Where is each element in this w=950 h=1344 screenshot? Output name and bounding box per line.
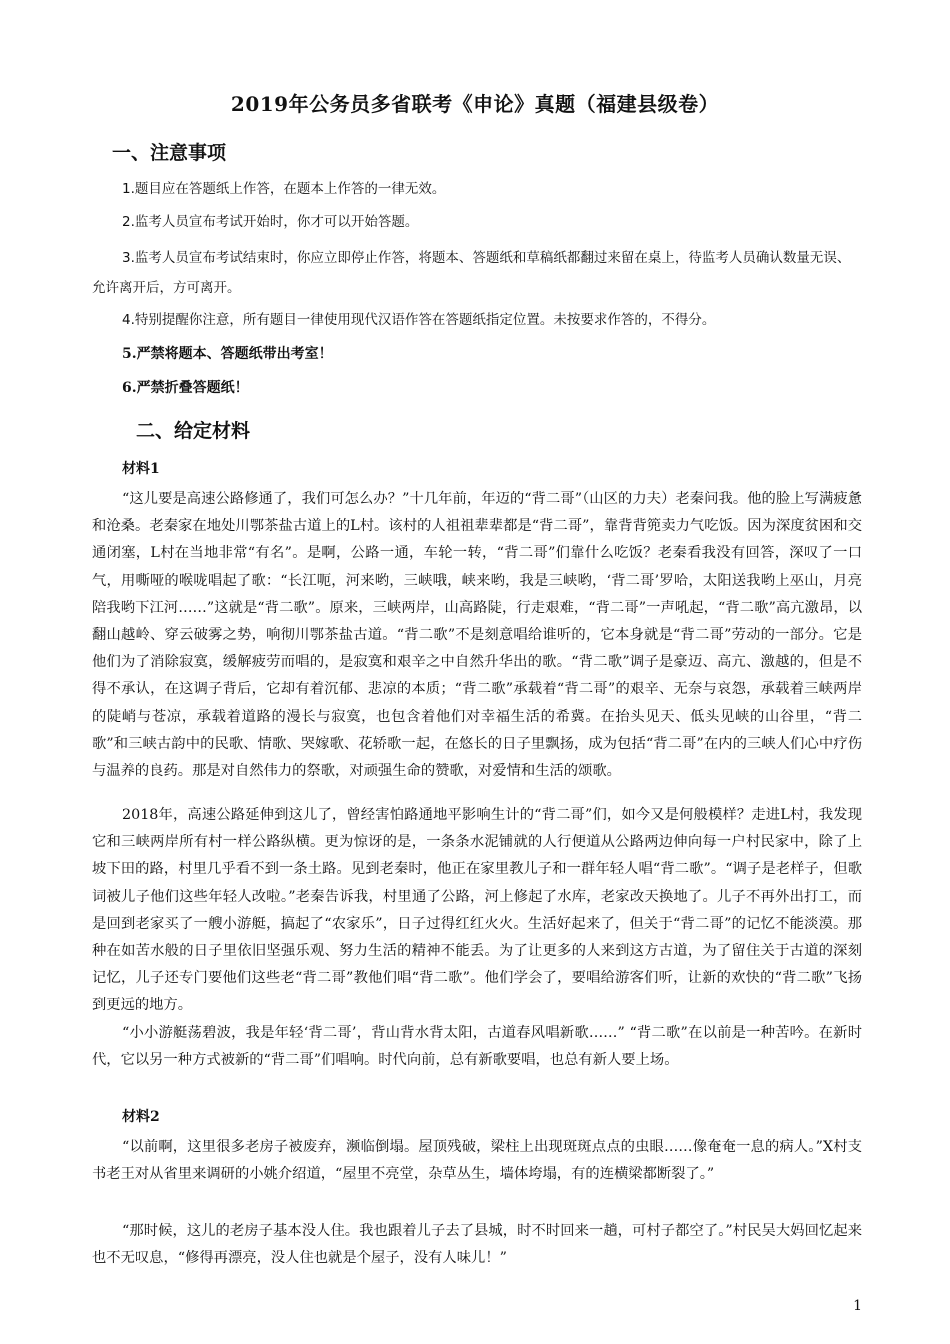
notice-item-2: 2.监考人员宣布考试开始时，你才可以开始答题。 [122,214,419,230]
material-2-label: 材料2 [122,1109,160,1125]
material-2-paragraph-2: “那时候，这儿的老房子基本没人住。我也跟着儿子去了县城，时不时回来一趟，可村子都空了。”村民吴大妈回忆起来也不无叹息，“修得再漂亮，没人住也就是个屋子，没有人味儿！” [92,1223,862,1267]
material-2-paragraph-1: “以前啊，这里很多老房子被废弃，濒临倒塌。屋顶残破，梁柱上出现斑斑点点的虫眼……像奄奄一息的病人。”X村支书老王对从省里来调研的小姚介绍道，“屋里不亮堂，杂草丛生，墙体垮塌，有的连横梁都断裂了。” [92,1139,862,1183]
notice-item-5: 5.严禁将题本、答题纸带出考室！ [122,346,333,362]
material-1-paragraph-1: “这儿要是高速公路修通了，我们可怎么办？”十几年前，年迈的“背二哥”（山区的力夫）老秦问我。他的脸上写满疲惫和沧桑。老秦家在地处川鄂茶盐古道上的L村。该村的人祖祖辈辈都是“背二哥”，靠背背篼卖力气吃饭。因为深度贫困和交通闭塞，L村在当地非常“有名”。是啊，公路一通，车轮一转，“背二哥”们靠什么吃饭？老秦看我没有回答，深叹了一口气，用嘶哑的喉咙唱起了歌：“长江呃，河来哟，三峡哦，峡来哟，我是三峡哟，‘背二哥’罗哈，太阳送我哟上巫山，月亮陪我哟下江河……”这就是“背二歌”。原来，三峡两岸，山高路陡，行走艰难，“背二哥”一声吼起，“背二歌”高亢激昂，以翻山越岭、穿云破雾之势，响彻川鄂茶盐古道。“背二歌”不是刻意唱给谁听的，它本身就是“背二哥”劳动的一部分。它是他们为了消除寂寞，缓解疲劳而唱的，是寂寞和艰辛之中自然升华出的歌。“背二歌”调子是豪迈、高亢、激越的，但是不得不承认，在这调子背后，它却有着沉郁、悲凉的本质；“背二歌”承载着“背二哥”的艰辛、无奈与哀怨，承载着三峡两岸的陡峭与苍凉，承载着道路的漫长与寂寞，也包含着他们对幸福生活的希冀。在抬头见天、低头见峡的山谷里，“背二歌”和三峡古韵中的民歌、情歌、哭嫁歌、花轿歌一起，在悠长的日子里飘扬，成为包括“背二哥”在内的三峡人们心中疗伤与温养的良药。那是对自然伟力的祭歌，对顽强生命的赞歌，对爱情和生活的颂歌。 [92,491,862,780]
material-1-paragraph-2: 2018年，高速公路延伸到这儿了，曾经害怕路通地平影响生计的“背二哥”们，如今又是何般模样？走进L村，我发现它和三峡两岸所有村一样公路纵横。更为惊讶的是，一条条水泥铺就的人行便道从公路两边伸向每一户村民家中，除了上坡下田的路，村里几乎看不到一条土路。见到老秦时，他正在家里教儿子和一群年轻人唱“背二歌”。“调子是老样子，但歌词被儿子他们这些年轻人改啦。”老秦告诉我，村里通了公路，河上修起了水库，老家改天换地了。儿子不再外出打工，而是回到老家买了一艘小游艇，搞起了“农家乐”，日子过得红红火火。生活好起来了，但关于“背二哥”的记忆不能淡漠。那种在如苦水般的日子里依旧坚强乐观、努力生活的精神不能丢。为了让更多的人来到这方古道，为了留住关于古道的深刻记忆，儿子还专门要他们这些老“背二哥”教他们唱“背二歌”。他们学会了，要唱给游客们听，让新的欢快的“背二歌”飞扬到更远的地方。 [92,807,862,1014]
notice-item-1: 1.题目应在答题纸上作答，在题本上作答的一律无效。 [122,181,446,197]
material-1-paragraph-3: “小小游艇荡碧波，我是年轻‘背二哥’，背山背水背太阳，古道春风唱新歌……” “背二歌”在以前是一种苦吟。在新时代，它以另一种方式被新的“背二哥”们唱响。时代向前，总有新歌要唱，也总有新人要上场。 [92,1025,862,1069]
notice-item-6: 6.严禁折叠答题纸！ [122,380,249,396]
section-heading-notice: 一、注意事项 [112,142,227,164]
material-1-label: 材料1 [122,461,160,477]
notice-item-3: 3.监考人员宣布考试结束时，你应立即停止作答，将题本、答题纸和草稿纸都翻过来留在桌上，待监考人员确认数量无误、允许离开后，方可离开。 [92,250,851,296]
page-number: 1 [853,1298,862,1314]
notice-item-4: 4.特别提醒你注意，所有题目一律使用现代汉语作答在答题纸指定位置。未按要求作答的，不得分。 [122,312,716,328]
page-title: 2019年公务员多省联考《申论》真题（福建县级卷） [230,92,720,116]
section-heading-materials: 二、给定材料 [136,420,251,442]
